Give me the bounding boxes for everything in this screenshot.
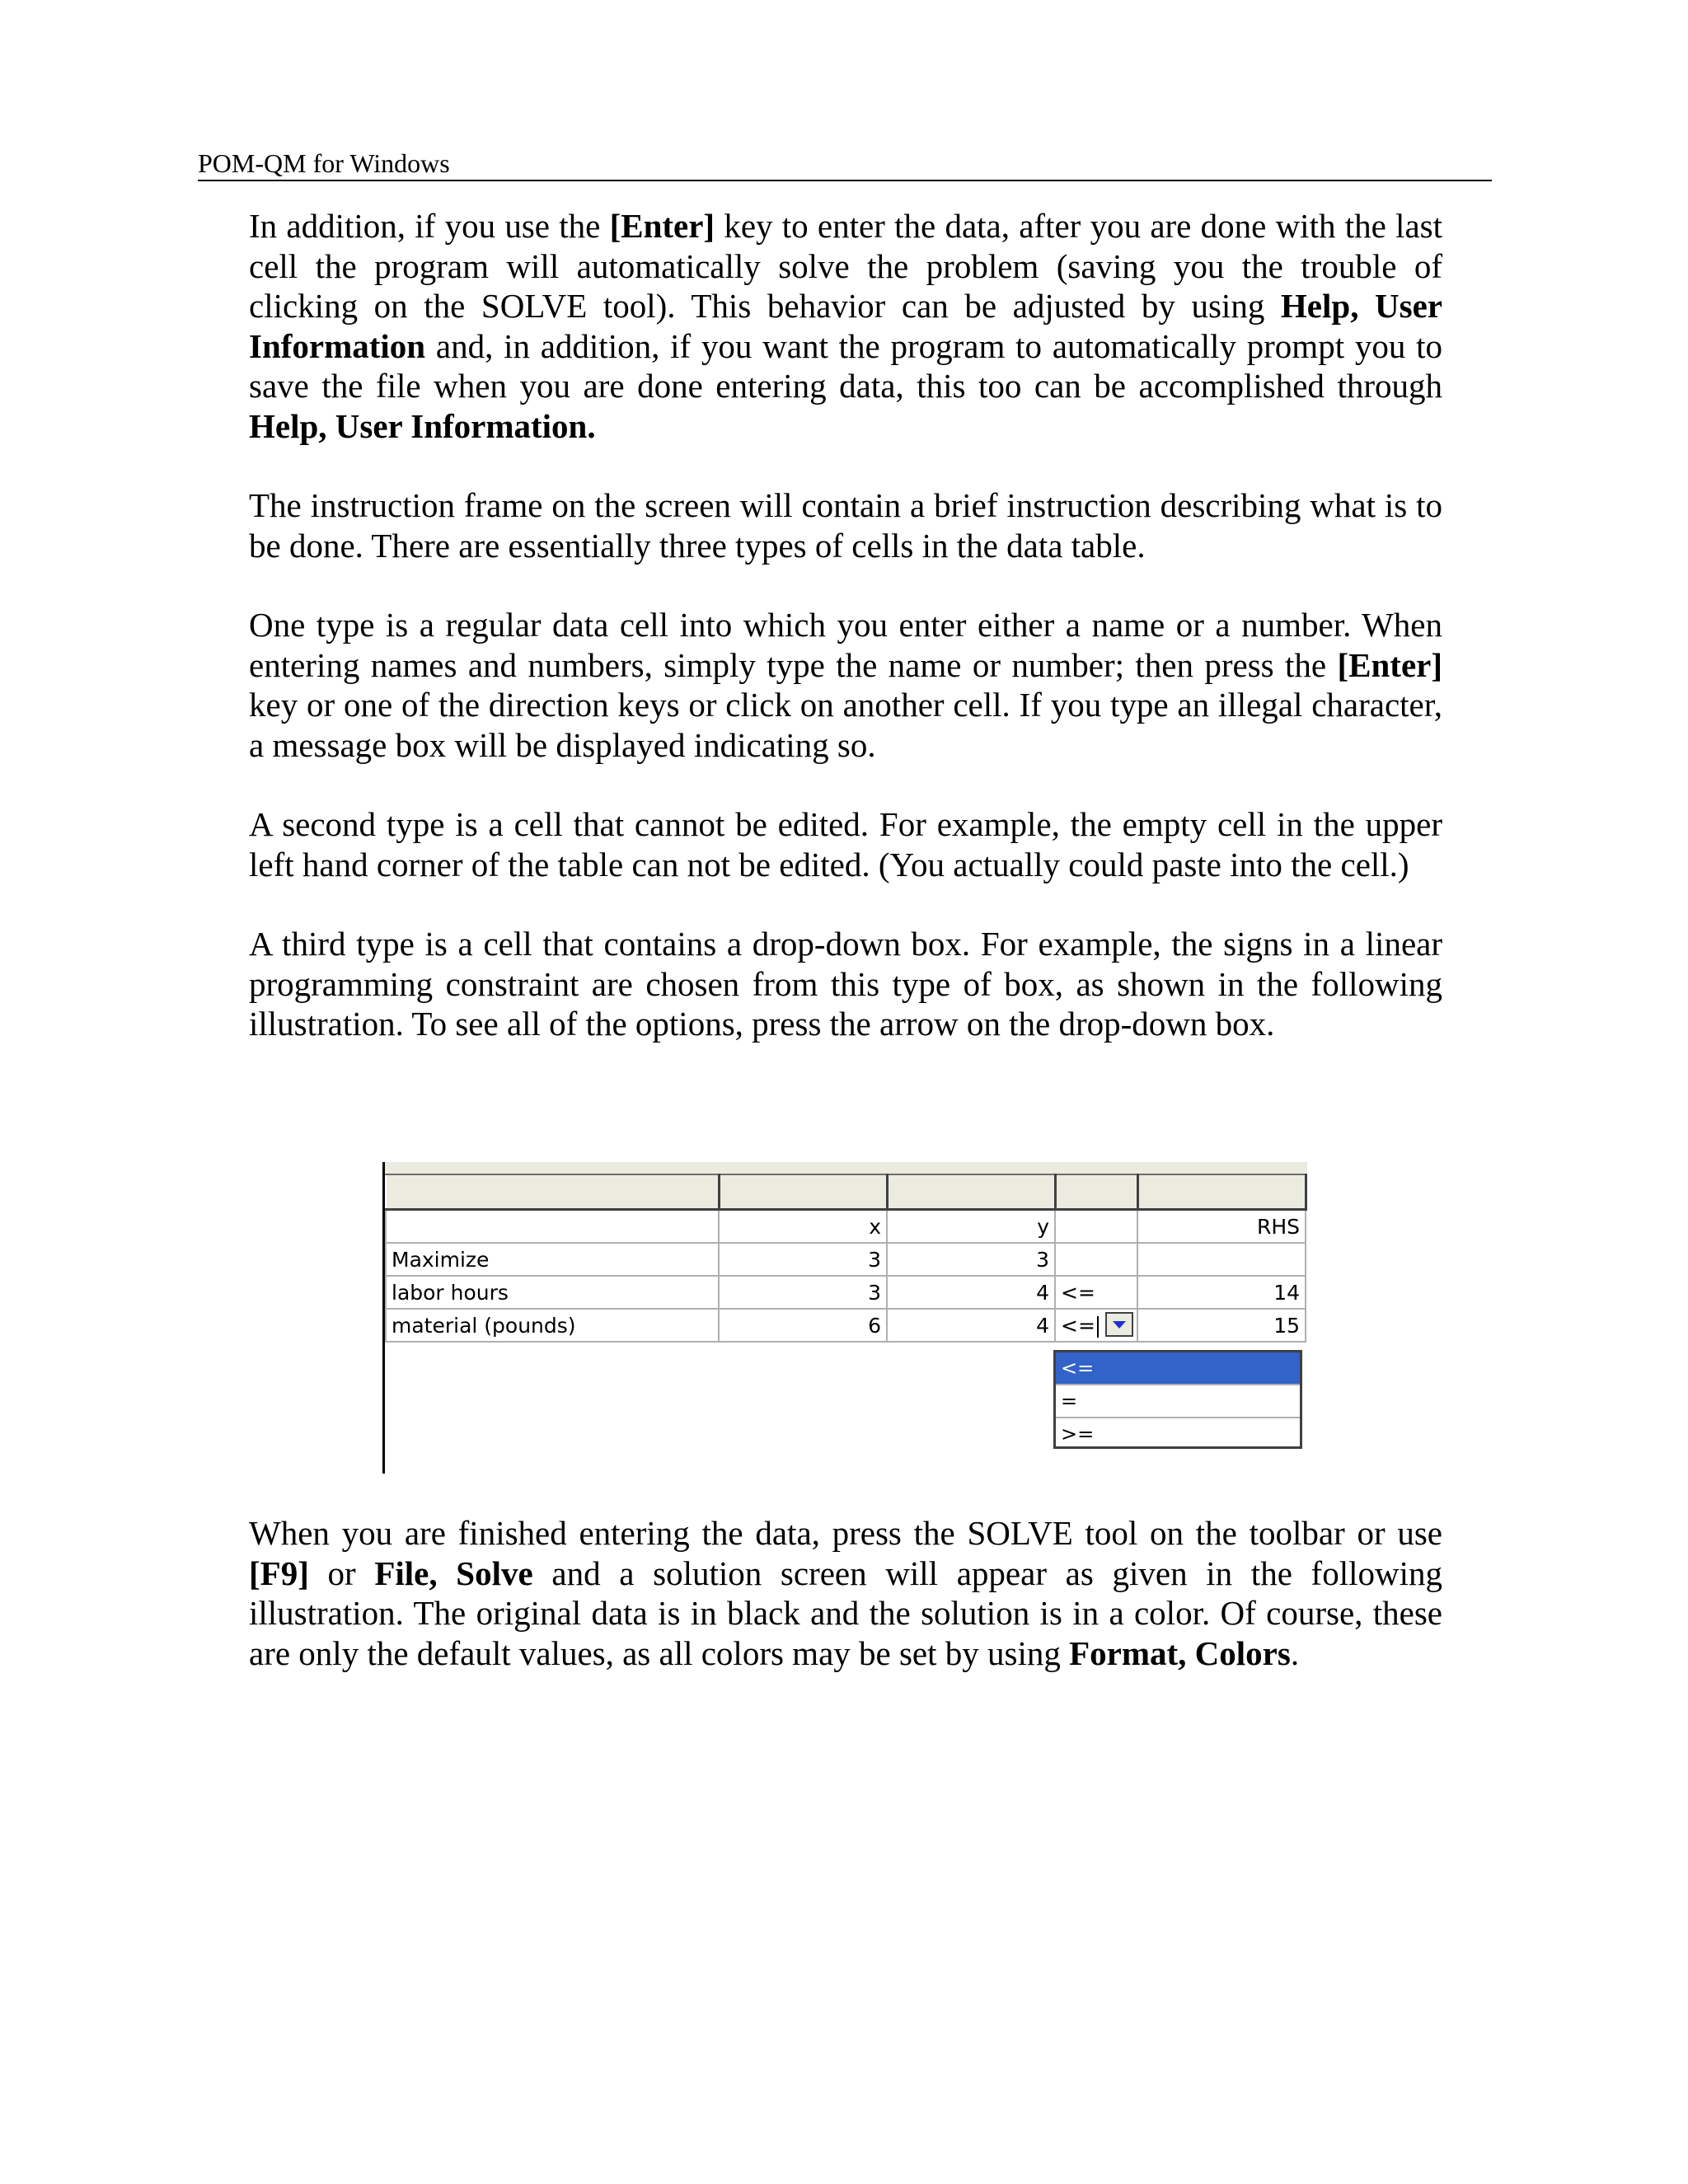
- column-label-sign: [1055, 1210, 1137, 1244]
- text-run: In addition, if you use the: [249, 207, 610, 245]
- row-name-cell[interactable]: material (pounds): [386, 1309, 719, 1342]
- column-label-x[interactable]: x: [719, 1210, 887, 1244]
- table-row: [386, 1243, 1306, 1276]
- sign-cell: [1055, 1243, 1137, 1276]
- rhs-cell[interactable]: 14: [1137, 1276, 1306, 1309]
- table-header-row: [386, 1174, 1306, 1210]
- paragraph-6: [249, 1513, 1442, 1673]
- text-run: and a solution screen will appear as given in the following illustration. The original data is in black and the solution is in a color. Of course, these are only the default values, as all colors may be set by using: [249, 1554, 1442, 1672]
- table-row: [386, 1309, 1306, 1342]
- chevron-down-icon: [1113, 1321, 1126, 1329]
- dropdown-option[interactable]: <=: [1056, 1352, 1300, 1385]
- bold-run: [Enter]: [1337, 645, 1442, 684]
- dropdown-arrow-button[interactable]: [1105, 1312, 1133, 1337]
- paragraph-2: The instruction frame on the screen will contain a brief instruction describing what is to be done. There are essentially three types of cells in the data table.: [249, 486, 1442, 565]
- text-run: and, in addition, if you want the program to automatically prompt you to save the file when you are done entering data, this too can be accomplished through: [249, 326, 1442, 405]
- text-run: When you are finished entering the data, press the SOLVE tool on the toolbar or use: [249, 1514, 1442, 1552]
- header-cell: [887, 1174, 1055, 1210]
- dropdown-option[interactable]: =: [1056, 1385, 1300, 1418]
- header-cell: [1055, 1174, 1137, 1210]
- column-label-rhs[interactable]: RHS: [1137, 1210, 1306, 1244]
- body-text-top: [249, 206, 1442, 1084]
- paragraph-4: A second type is a cell that cannot be edited. For example, the empty cell in the upper left hand corner of the table can not be edited. (You actually could paste into the cell.): [249, 805, 1442, 883]
- rhs-cell[interactable]: 15: [1137, 1309, 1306, 1342]
- header-cell: [1137, 1174, 1306, 1210]
- sign-dropdown-list[interactable]: [1053, 1350, 1302, 1449]
- bold-run: Format, Colors: [1069, 1633, 1291, 1672]
- coefficient-cell[interactable]: 3: [887, 1243, 1055, 1276]
- sign-dropdown-cell[interactable]: [1055, 1309, 1137, 1342]
- bold-run: [F9]: [249, 1554, 309, 1592]
- figure-top-band: [385, 1162, 1307, 1174]
- text-cursor: [1097, 1316, 1099, 1338]
- dropdown-option[interactable]: >=: [1061, 1422, 1095, 1446]
- coefficient-cell[interactable]: 4: [887, 1276, 1055, 1309]
- bold-run: Help, User Information.: [249, 406, 596, 445]
- coefficient-cell[interactable]: 3: [719, 1276, 887, 1309]
- table-row: [386, 1210, 1306, 1244]
- column-label-y[interactable]: y: [887, 1210, 1055, 1244]
- row-name-cell[interactable]: Maximize: [386, 1243, 719, 1276]
- text-run: key to enter the data, after you are done with the last cell the program will automatically solve the problem (saving you the trouble of clicking on the SOLVE tool). This behavior can be adjusted by using: [249, 207, 1442, 325]
- bold-run: [Enter]: [609, 207, 715, 245]
- rhs-cell: [1137, 1243, 1306, 1276]
- sign-cell[interactable]: <=: [1055, 1276, 1137, 1309]
- paragraph-3: [249, 605, 1442, 765]
- page-header: POM-QM for Windows: [198, 147, 1492, 181]
- coefficient-cell[interactable]: 4: [887, 1309, 1055, 1342]
- coefficient-cell[interactable]: 6: [719, 1309, 887, 1342]
- paragraph-1: [249, 206, 1442, 446]
- text-run: or: [308, 1554, 375, 1592]
- text-run: key or one of the direction keys or click on another cell. If you type an illegal character, a message box will be displayed indicating so.: [249, 686, 1442, 764]
- body-text-bottom: [249, 1513, 1442, 1713]
- data-table-illustration: [382, 1162, 1307, 1474]
- table-row: [386, 1276, 1306, 1309]
- bold-run: Help, User Information: [249, 287, 1442, 365]
- text-run: .: [1290, 1633, 1300, 1672]
- paragraph-5: A third type is a cell that contains a drop-down box. For example, the signs in a linear programming constraint are chosen from this type of box, as shown in the following illustration. To see all of the options, press the arrow on the drop-down box.: [249, 925, 1442, 1043]
- bold-run: File, Solve: [374, 1554, 533, 1592]
- header-cell: [719, 1174, 887, 1210]
- text-run: One type is a regular data cell into which you enter either a name or a number. When entering names and numbers, simply type the name or number; then press the: [249, 606, 1442, 684]
- corner-cell: [386, 1210, 719, 1244]
- header-cell-corner: [386, 1174, 719, 1210]
- row-name-cell[interactable]: labor hours: [386, 1276, 719, 1309]
- coefficient-cell[interactable]: 3: [719, 1243, 887, 1276]
- lp-data-table: [385, 1174, 1307, 1343]
- sign-value: <=: [1061, 1313, 1095, 1338]
